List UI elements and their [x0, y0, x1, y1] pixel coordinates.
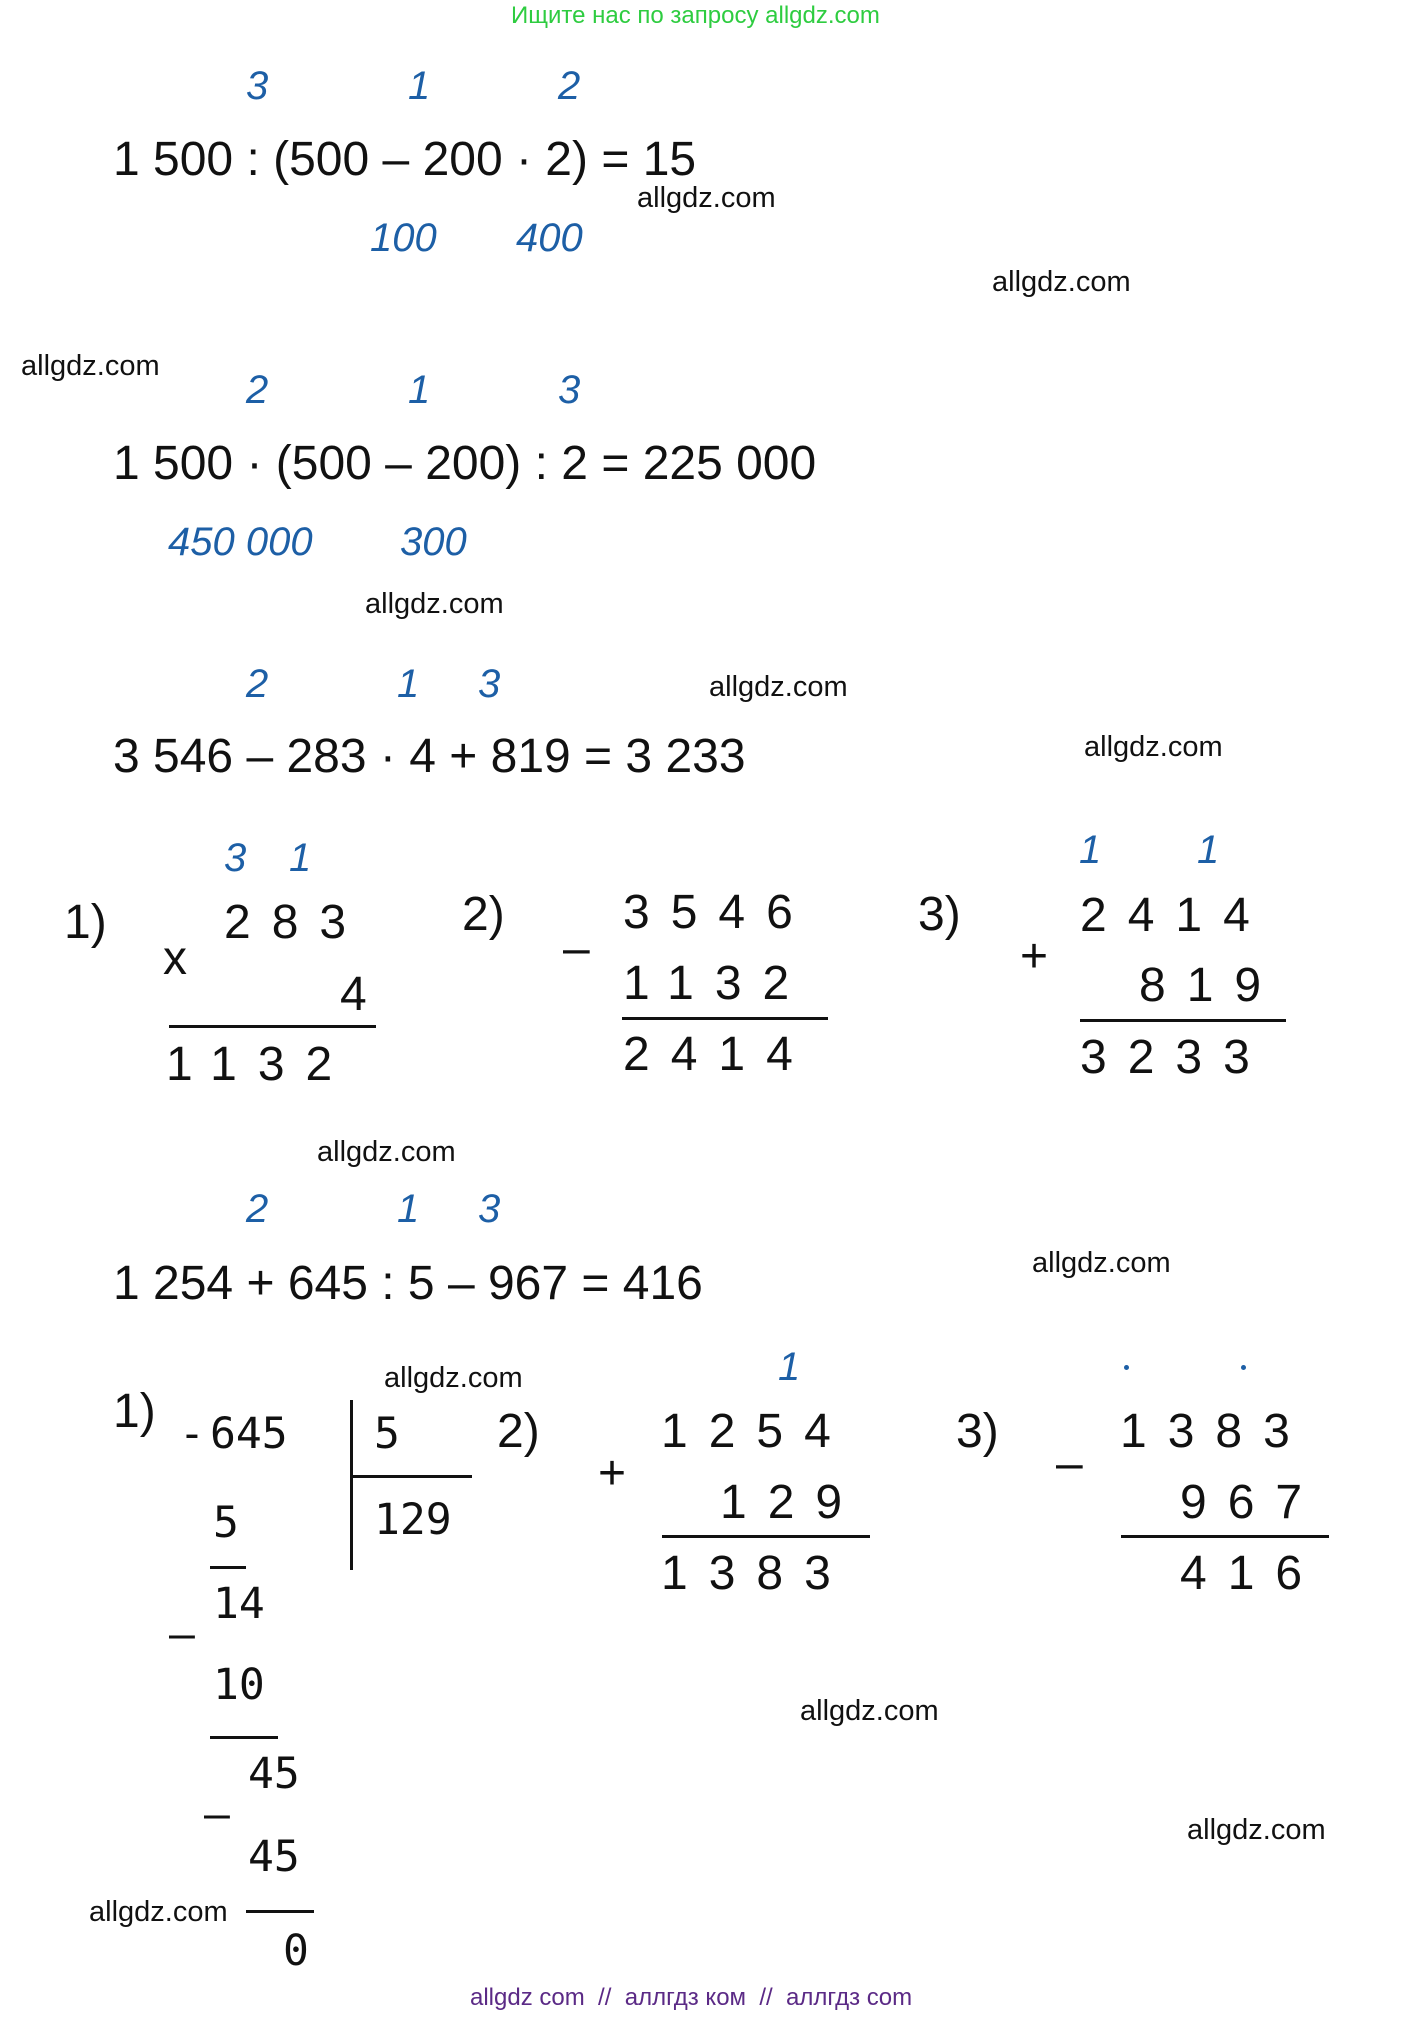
- subtraction-line: [246, 1910, 314, 1913]
- addend: 819: [1139, 959, 1283, 1012]
- quotient-line: [350, 1475, 472, 1478]
- borrow-dot: [1241, 1365, 1246, 1370]
- product: 1132: [166, 1038, 354, 1091]
- sum: 1383: [661, 1547, 852, 1600]
- step-label: 1): [64, 896, 107, 949]
- watermark: allgdz.com: [992, 266, 1131, 298]
- result-line: [622, 1017, 828, 1020]
- carry-digit: 1: [778, 1345, 801, 1389]
- remainder: 14: [213, 1579, 265, 1629]
- addend: 2414: [1080, 889, 1271, 942]
- step-label: 1): [113, 1385, 156, 1438]
- order-mark: 2: [246, 1187, 269, 1231]
- step-label: 2): [497, 1405, 540, 1458]
- order-mark: 3: [246, 64, 269, 108]
- multiply-sign: x: [163, 932, 187, 985]
- difference: 416: [1180, 1547, 1324, 1600]
- watermark: allgdz.com: [1084, 731, 1223, 763]
- footer-text: allgdz com // аллгдз ком // аллгдз com: [470, 1984, 913, 2011]
- expression: 1 500 : (500 – 200 · 2) = 15: [113, 133, 697, 186]
- plus-sign: +: [598, 1447, 627, 1500]
- expression: 1 500 · (500 – 200) : 2 = 225 000: [113, 437, 817, 490]
- minus-sign: -: [179, 1409, 205, 1459]
- divisor: 5: [374, 1409, 400, 1459]
- result-line: [662, 1535, 870, 1538]
- subtraction-line: [210, 1566, 246, 1569]
- order-mark: 2: [558, 64, 581, 108]
- carry-digit: 1: [1197, 828, 1220, 872]
- watermark: allgdz.com: [317, 1136, 456, 1168]
- addend: 1254: [661, 1405, 852, 1458]
- header-search-link[interactable]: Ищите нас по запросу allgdz.com: [511, 2, 880, 29]
- remainder: 45: [248, 1749, 300, 1799]
- watermark: allgdz.com: [21, 350, 160, 382]
- intermediate-result: 100: [370, 216, 437, 260]
- subtrahend: 1132: [623, 957, 811, 1010]
- subtrahend: 967: [1180, 1476, 1324, 1529]
- step-label: 2): [462, 888, 505, 941]
- watermark: allgdz.com: [384, 1362, 523, 1394]
- step-label: 3): [918, 888, 961, 941]
- dividend: 645: [210, 1409, 288, 1459]
- order-mark: 3: [558, 368, 581, 412]
- sum: 3233: [1080, 1031, 1271, 1084]
- watermark: allgdz.com: [365, 588, 504, 620]
- partial-product: 5: [213, 1498, 239, 1548]
- order-mark: 1: [408, 368, 431, 412]
- watermark: allgdz.com: [709, 671, 848, 703]
- division-bracket: [350, 1400, 353, 1570]
- expression: 1 254 + 645 : 5 – 967 = 416: [113, 1257, 703, 1310]
- plus-sign: +: [1020, 930, 1049, 983]
- result-line: [169, 1025, 376, 1028]
- result-line: [1080, 1019, 1286, 1022]
- watermark: allgdz.com: [1187, 1814, 1326, 1846]
- order-mark: 1: [397, 662, 420, 706]
- minus-sign: –: [204, 1790, 230, 1840]
- order-mark: 3: [478, 1187, 501, 1231]
- order-mark: 2: [246, 662, 269, 706]
- multiplier: 4: [340, 968, 388, 1021]
- order-mark: 1: [397, 1187, 420, 1231]
- carry-digit: 1: [289, 836, 312, 880]
- watermark: allgdz.com: [1032, 1247, 1171, 1279]
- intermediate-result: 400: [516, 216, 583, 260]
- minuend: 1383: [1120, 1405, 1311, 1458]
- result-line: [1121, 1535, 1329, 1538]
- carry-digit: 3: [224, 836, 247, 880]
- quotient: 129: [374, 1495, 452, 1545]
- minus-sign: –: [1056, 1437, 1083, 1490]
- expression: 3 546 – 283 · 4 + 819 = 3 233: [113, 730, 746, 783]
- minuend: 3546: [623, 886, 814, 939]
- partial-product: 45: [248, 1832, 300, 1882]
- subtraction-line: [210, 1736, 278, 1739]
- order-mark: 3: [478, 662, 501, 706]
- watermark: allgdz.com: [89, 1896, 228, 1928]
- multiplicand: 283: [224, 896, 368, 949]
- minus-sign: –: [169, 1610, 195, 1660]
- carry-digit: 1: [1079, 828, 1102, 872]
- step-label: 3): [956, 1405, 999, 1458]
- watermark: allgdz.com: [800, 1695, 939, 1727]
- borrow-dot: [1124, 1365, 1129, 1370]
- difference: 2414: [623, 1028, 814, 1081]
- addend: 129: [720, 1476, 864, 1529]
- order-mark: 1: [408, 64, 431, 108]
- intermediate-result: 300: [400, 520, 467, 564]
- partial-product: 10: [213, 1660, 265, 1710]
- watermark: allgdz.com: [637, 182, 776, 214]
- order-mark: 2: [246, 368, 269, 412]
- intermediate-result: 450 000: [168, 520, 313, 564]
- minus-sign: –: [563, 922, 590, 975]
- final-remainder: 0: [283, 1926, 309, 1976]
